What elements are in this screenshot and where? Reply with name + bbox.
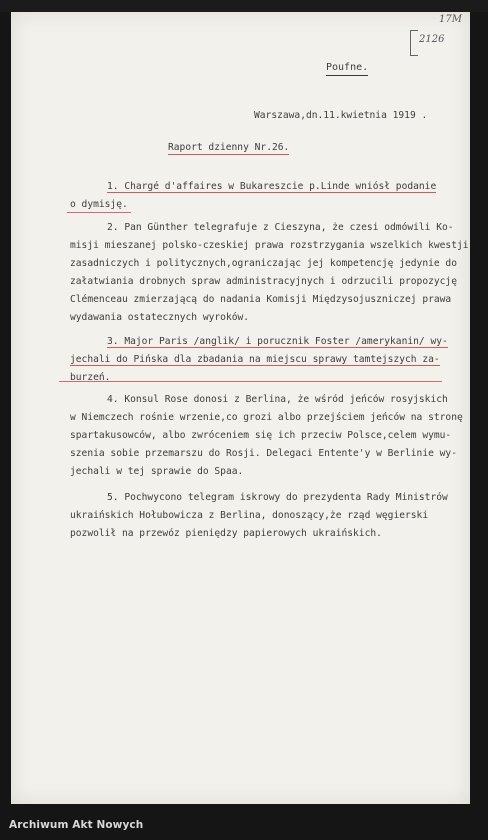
archive-number-bracket: 2126 bbox=[419, 34, 445, 45]
paragraph-4-line-2: w Niemczech rośnie wrzenie,co grozi albo przejściem jeńców na stronę bbox=[70, 412, 463, 423]
archive-bracket-mark bbox=[410, 30, 418, 56]
paragraph-2-line-2: misji mieszanej polsko-czeskiej prawa rozstrzygania wszelkich kwestji bbox=[70, 240, 469, 251]
archive-number-top: 17M bbox=[439, 14, 462, 25]
report-title: Raport dzienny Nr.26. bbox=[168, 142, 290, 153]
paragraph-1-line-2: o dymisję. bbox=[70, 199, 128, 210]
paragraph-5-line-2: ukraińskich Hołubowicza z Berlina, donoszący,że rząd węgierski bbox=[70, 510, 429, 521]
paragraph-4-line-1: 4. Konsul Rose donosi z Berlina, że wśród jeńców rosyjskich bbox=[107, 394, 448, 405]
red-pencil-underline bbox=[59, 381, 442, 382]
paragraph-3-line-1: 3. Major Paris /anglik/ i porucznik Foster /amerykanin/ wy- bbox=[107, 336, 448, 347]
place-date: Warszawa,dn.11.kwietnia 1919 . bbox=[254, 110, 428, 121]
archive-footer-bar bbox=[0, 812, 488, 840]
document-page bbox=[11, 12, 470, 804]
paragraph-2-line-6: wydawania ostatecznych wyroków. bbox=[70, 312, 250, 323]
archive-name: Archiwum Akt Nowych bbox=[9, 819, 144, 831]
scan-top-edge bbox=[0, 0, 488, 12]
paragraph-3-line-2: jechali do Pińska dla zbadania na miejscu sprawy tamtejszych za- bbox=[70, 354, 440, 365]
paragraph-2-line-5: Clémenceau zmierzającą do nadania Komisji Międzysojuszniczej prawa bbox=[70, 294, 452, 305]
paragraph-3-line-3: burzeń. bbox=[70, 372, 111, 383]
paragraph-5-line-1: 5. Pochwycono telegram iskrowy do prezydenta Rady Ministrów bbox=[107, 492, 448, 503]
classification-label: Poufne. bbox=[326, 62, 368, 76]
paragraph-4-line-4: szenia sobie przemarszu do Rosji. Delegaci Entente'y w Berlinie wy- bbox=[70, 448, 457, 459]
paragraph-2-line-1: 2. Pan Günther telegrafuje z Cieszyna, że czesi odmówili Ko- bbox=[107, 222, 454, 233]
paragraph-5-line-3: pozwolił na przewóz pieniędzy papierowych ukraińskich. bbox=[70, 528, 382, 539]
paragraph-4-line-5: jechali w tej sprawie do Spaa. bbox=[70, 466, 244, 477]
paragraph-2-line-4: załatwiania drobnych spraw administracyjnych i odrzucili propozycję bbox=[70, 276, 457, 287]
paragraph-4-line-3: spartakusowców, albo zwróceniem się ich przeciw Polsce,celem wymu- bbox=[70, 430, 452, 441]
paragraph-2-line-3: zasadniczych i politycznych,ograniczając jej kompetencję jedynie do bbox=[70, 258, 457, 269]
red-pencil-underline bbox=[67, 212, 131, 213]
paragraph-1-line-1: 1. Chargé d'affaires w Bukareszcie p.Linde wniósł podanie bbox=[107, 181, 437, 192]
